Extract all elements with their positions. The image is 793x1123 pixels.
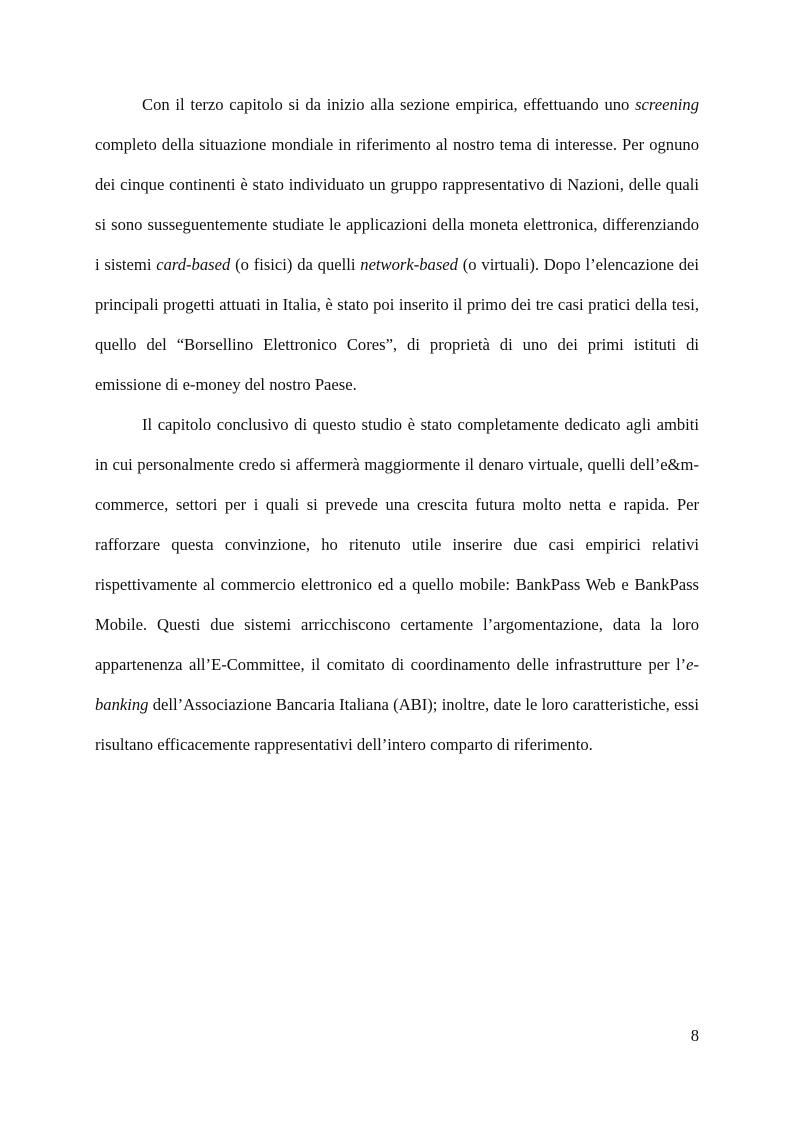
text-run: Il capitolo conclusivo di questo studio è stato completamente dedicato agli ambiti in cui personalmente credo si affermerà maggiormente il denaro virtuale, quelli dell’e&m-commerce, settori per i quali si prevede una crescita futura molto netta e rapida. Per rafforzare questa convinzione, ho ritenuto utile inserire due casi empirici relativi rispettivamente al commercio elettronico ed a quello mobile: BankPass Web e BankPass Mobile. Questi due sistemi arricchiscono certamente l’argomentazione, data la loro appartenenza all’E-Committee, il comitato di coordinamento delle infrastrutture per l’ bbox=[95, 415, 699, 674]
italic-term: network-based bbox=[360, 255, 458, 274]
paragraph-1 bbox=[95, 85, 699, 405]
text-run: (o virtuali). Dopo l’elencazione dei principali progetti attuati in Italia, è stato poi inserito il primo dei tre casi pratici della tesi, quello del “Borsellino Elettronico Cores”, di proprietà di uno dei primi istituti di emissione di e-money del nostro Paese. bbox=[95, 255, 699, 394]
italic-term: card-based bbox=[156, 255, 231, 274]
text-run: dell’Associazione Bancaria Italiana (ABI); inoltre, date le loro caratteristiche, essi risultano efficacemente rappresentativi dell’intero comparto di riferimento. bbox=[95, 695, 699, 754]
paragraph-2 bbox=[95, 405, 699, 765]
italic-term: e-banking bbox=[95, 655, 699, 714]
text-run: completo della situazione mondiale in riferimento al nostro tema di interesse. Per ognuno dei cinque continenti è stato individuato un gruppo rappresentativo di Nazioni, delle quali si sono susseguentemente studiate le applicazioni della moneta elettronica, differenziando i sistemi bbox=[95, 135, 699, 274]
page-number: 8 bbox=[690, 1026, 699, 1045]
body-text bbox=[95, 85, 699, 765]
italic-term: screening bbox=[635, 95, 699, 114]
text-run: (o fisici) da quelli bbox=[230, 255, 361, 274]
text-run: Con il terzo capitolo si da inizio alla sezione empirica, effettuando uno bbox=[142, 95, 636, 114]
